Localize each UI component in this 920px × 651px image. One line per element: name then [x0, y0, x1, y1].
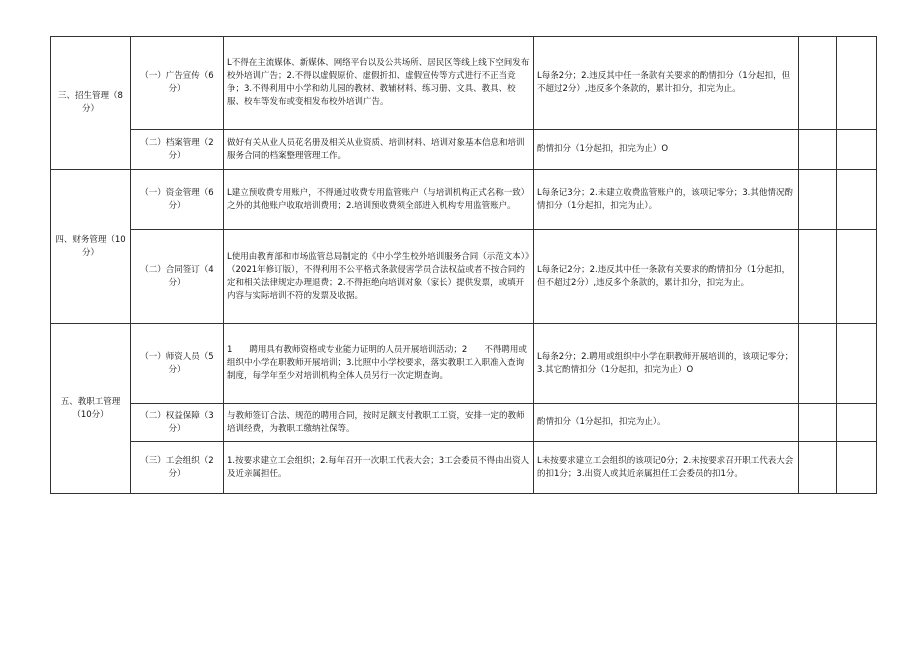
standard-cell: 酌情扣分（1分起扣，扣完为止）O	[534, 130, 799, 170]
category-cell: 三、招生管理（8分）	[51, 37, 131, 170]
category-cell: 四、财务管理（10分）	[51, 170, 131, 324]
standard-cell: L每条2分；2.聘用或组织中小学在职教师开展培训的，该项记零分；3.其它酌情扣分（1分起扣，扣完为止）O	[534, 324, 799, 404]
requirement-cell: 1 聘用具有教师资格或专业能力证明的人员开展培训活动；2 不得聘用或组织中小学在职教师开展培训；3.比照中小学校要求，落实教职工入职准入查询制度，每学年至少对培训机构全体人员另行一次定期查询。	[224, 324, 534, 404]
table-row	[51, 37, 877, 130]
remark-cell	[837, 442, 877, 494]
standard-cell: L每条2分；2.违反其中任一条款有关要求的酌情扣分（1分起扣，但不超过2分）,违反多个条款的，累计扣分，扣完为止。	[534, 37, 799, 130]
remark-cell	[837, 230, 877, 324]
table-row	[51, 442, 877, 494]
remark-cell	[837, 170, 877, 230]
table-row	[51, 170, 877, 230]
remark-cell	[837, 324, 877, 404]
table-row	[51, 130, 877, 170]
standard-cell: L未按要求建立工会组织的该项记0分；2.未按要求召开职工代表大会的扣1分；3.出资人或其近亲属担任工会委员的扣1分。	[534, 442, 799, 494]
item-cell: （二）档案管理（2分）	[131, 130, 224, 170]
score-cell	[799, 170, 837, 230]
standard-cell: 酌情扣分（1分起扣，扣完为止）。	[534, 404, 799, 442]
remark-cell	[837, 37, 877, 130]
score-cell	[799, 404, 837, 442]
requirement-cell: L建立预收费专用账户，不得通过收费专用监管账户（与培训机构正式名称一致）之外的其他账户收取培训费用；2.培训预收费须全部进入机构专用监管账户。	[224, 170, 534, 230]
score-cell	[799, 324, 837, 404]
table-row	[51, 324, 877, 404]
standard-cell: L每条记2分；2.违反其中任一条款有关要求的酌情扣分（1分起扣，但不超过2分）,违反多个条款的，累计扣分，扣完为止。	[534, 230, 799, 324]
remark-cell	[837, 130, 877, 170]
score-cell	[799, 230, 837, 324]
requirement-cell: L不得在主流媒体、新媒体、网络平台以及公共场所、居民区等线上线下空间发布校外培训广告；2.不得以虚假原价、虚假折扣、虚假宣传等方式进行不正当竞争；3.不得利用中小学和幼儿园的教材、教辅材料、练习册、文具、教具、校服、校车等发布或变相发布校外培训广告。	[224, 37, 534, 130]
table-row	[51, 230, 877, 324]
item-cell: （一）资金管理（6分）	[131, 170, 224, 230]
requirement-cell: 与教师签订合法、规范的聘用合同，按时足额支付教职工工资，安排一定的教师培训经费，为教职工缴纳社保等。	[224, 404, 534, 442]
score-cell	[799, 442, 837, 494]
item-cell: （三）工会组织（2分）	[131, 442, 224, 494]
score-cell	[799, 37, 837, 130]
item-cell: （一）师资人员（5分）	[131, 324, 224, 404]
score-cell	[799, 130, 837, 170]
table-row	[51, 404, 877, 442]
requirement-cell: L使用由教育部和市场监管总局制定的《中小学生校外培训服务合同（示范文本）》（2021年修订版），不得利用不公平格式条款侵害学员合法权益或者不按合同约定和相关法律规定办理退费；2.不得拒绝向培训对象（家长）提供发票，或填开内容与实际培训不符的发票及收据。	[224, 230, 534, 324]
requirement-cell: 做好有关从业人员花名册及相关从业资质、培训材料、培训对象基本信息和培训服务合同的档案整理管理工作。	[224, 130, 534, 170]
evaluation-table	[50, 36, 877, 494]
item-cell: （一）广告宣传（6分）	[131, 37, 224, 130]
item-cell: （二）权益保障（3分）	[131, 404, 224, 442]
remark-cell	[837, 404, 877, 442]
standard-cell: L每条记3分；2.未建立收费监管账户的，该项记零分；3.其他情况酌情扣分（1分起扣，扣完为止）。	[534, 170, 799, 230]
item-cell: （二）合同签订（4分）	[131, 230, 224, 324]
requirement-cell: 1.按要求建立工会组织；2.每年召开一次职工代表大会；3工会委员不得由出资人及近亲属担任。	[224, 442, 534, 494]
category-cell: 五、教职工管理（10分）	[51, 324, 131, 494]
